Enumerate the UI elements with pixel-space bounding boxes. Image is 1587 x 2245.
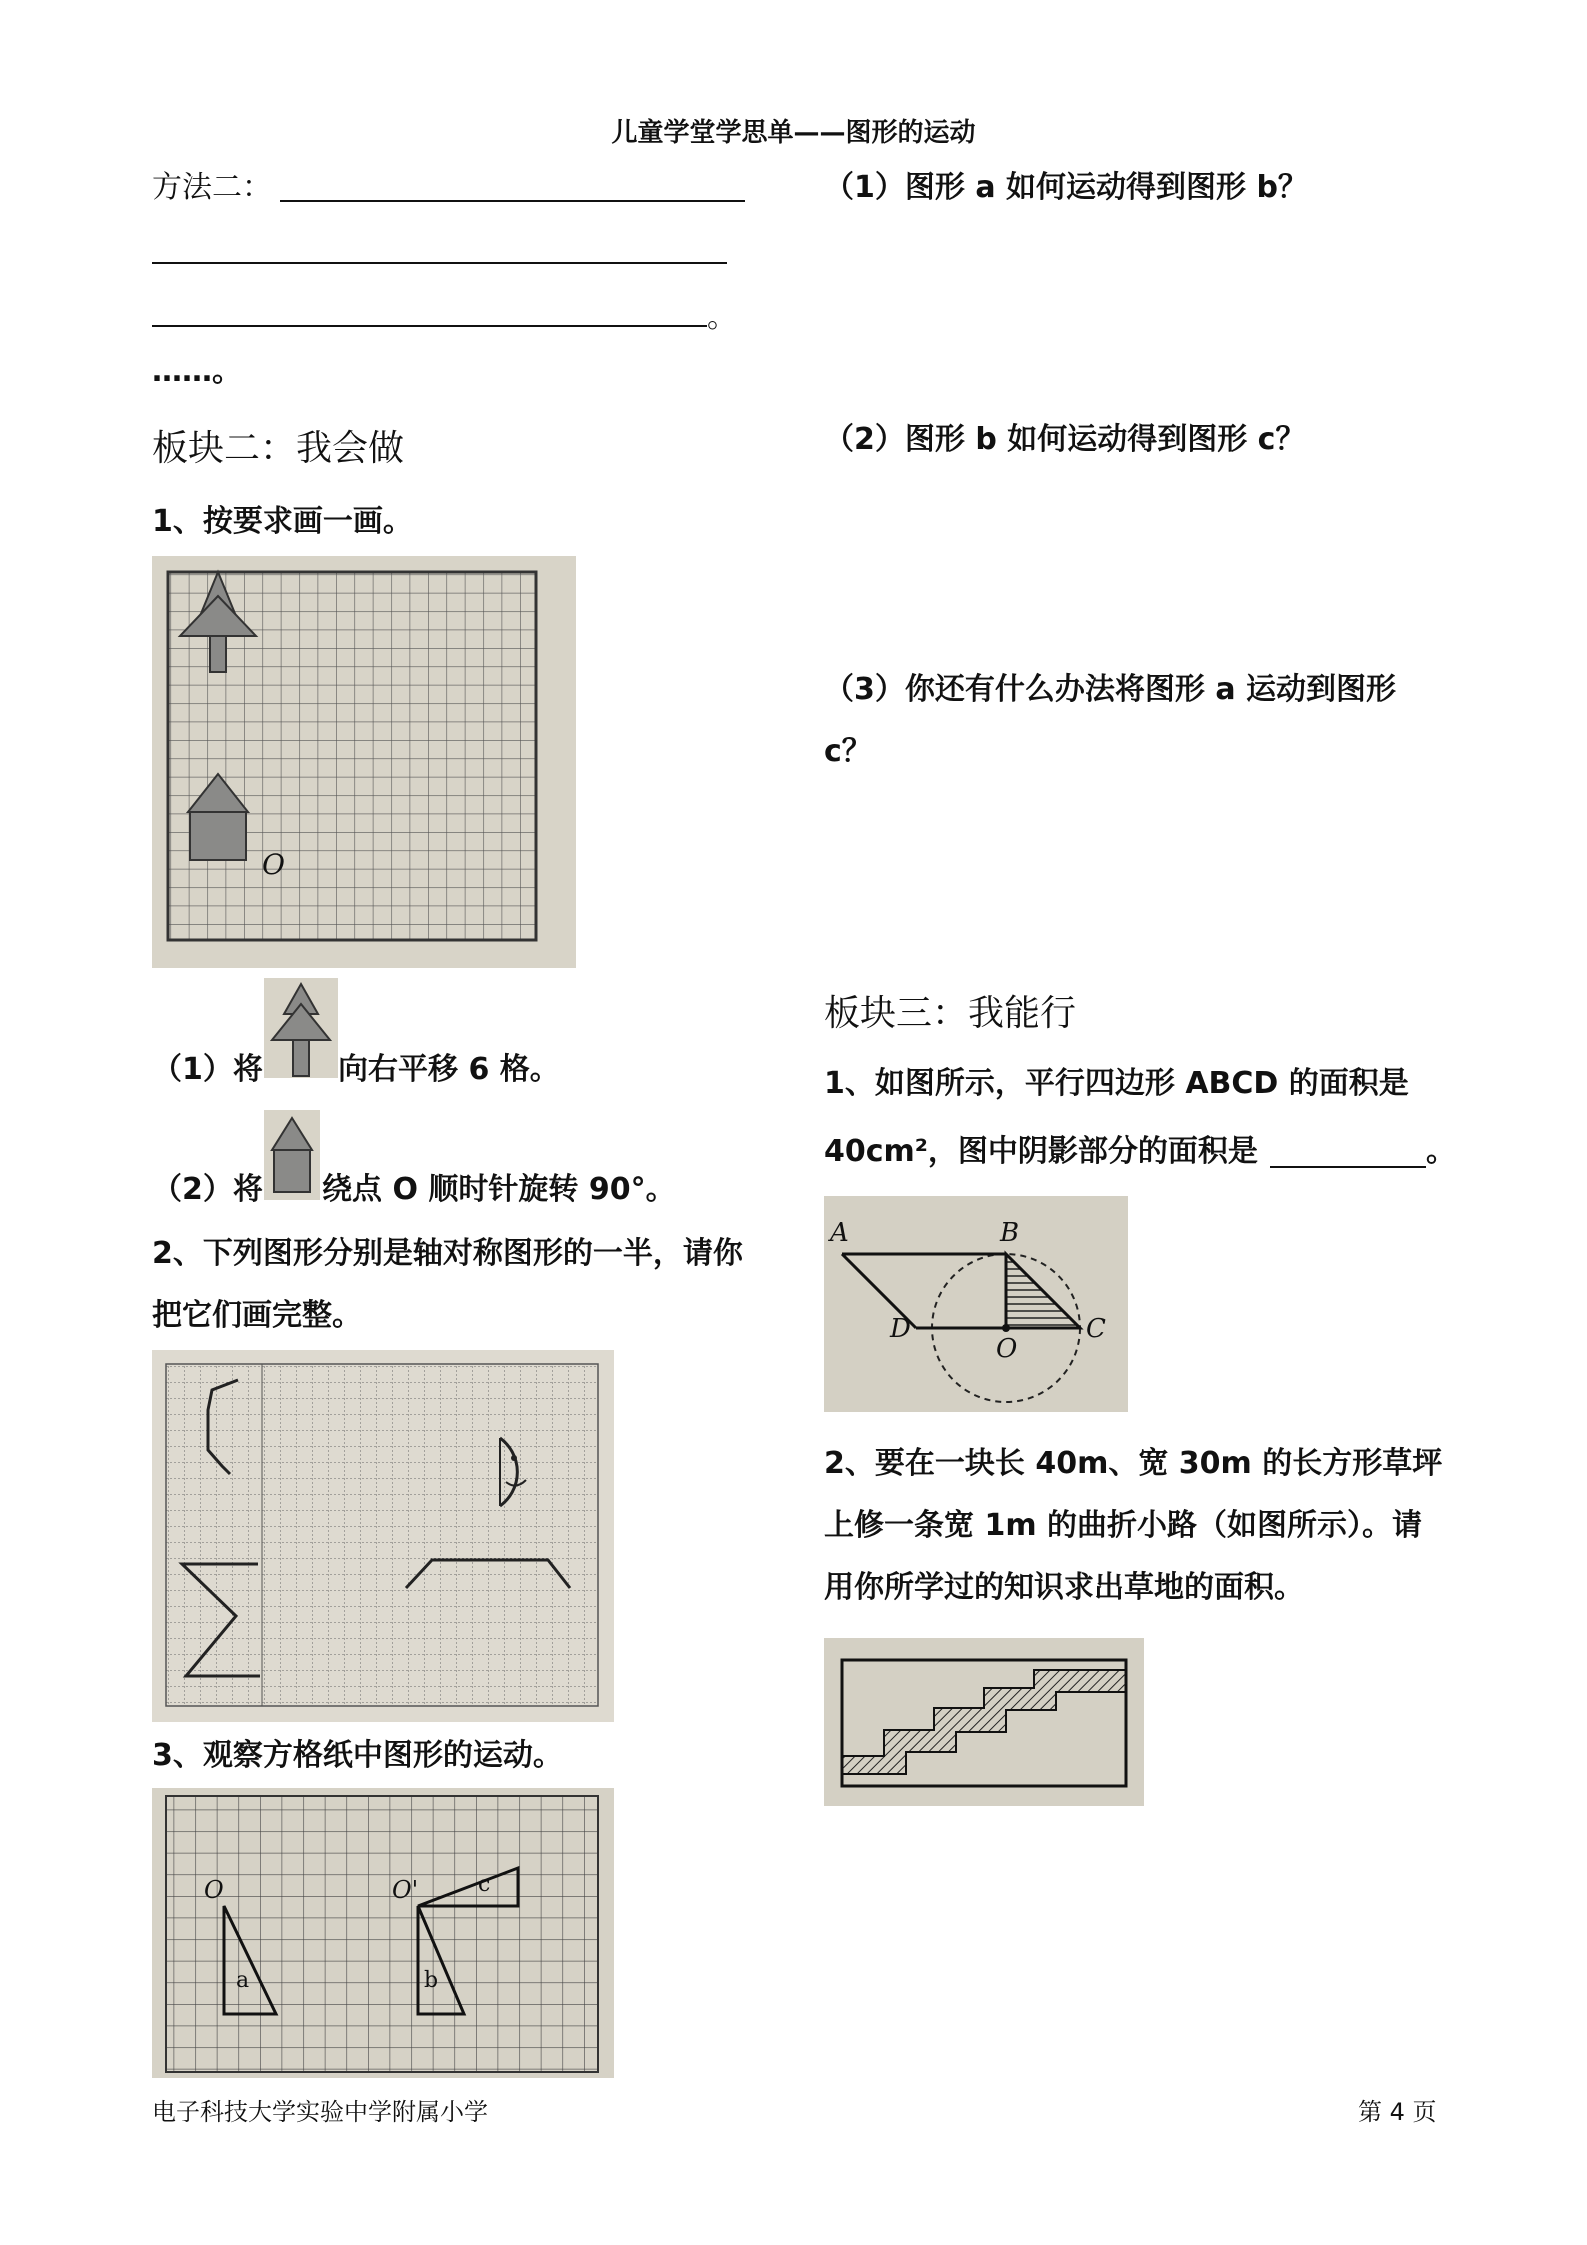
q3-text: 3、观察方格纸中图形的运动。 <box>152 1738 563 1773</box>
answer-period: 。 <box>707 300 737 335</box>
q1-sub2-suffix: 绕点 O 顺时针旋转 90°。 <box>322 1172 676 1207</box>
house-icon <box>264 1110 320 1200</box>
p2-line2: 上修一条宽 1m 的曲折小路（如图所示）。请 <box>824 1508 1423 1543</box>
answer-line-3 <box>152 325 707 327</box>
q1-grid-figure <box>152 556 576 968</box>
q3-label-a: a <box>236 1968 250 1993</box>
vertex-a-label: A <box>830 1218 849 1248</box>
ellipsis: ……。 <box>152 354 242 389</box>
footer-page-number: 第 4 页 <box>1358 2098 1437 2126</box>
p1-answer-line <box>1270 1166 1426 1168</box>
q3-sub2: （2）图形 b 如何运动得到图形 c？ <box>824 422 1306 457</box>
p2-line1: 2、要在一块长 40m、宽 30m 的长方形草坪 <box>824 1446 1443 1481</box>
section2-title: 板块二：我会做 <box>152 428 405 469</box>
q2-line1: 2、下列图形分别是轴对称图形的一半，请你 <box>152 1236 743 1271</box>
p2-line3: 用你所学过的知识求出草地的面积。 <box>824 1570 1304 1605</box>
q1-sub2-prefix: （2）将 <box>152 1172 263 1207</box>
p1-line2-prefix: 40cm²，图中阴影部分的面积是 <box>824 1134 1258 1169</box>
q1-sub1-prefix: （1）将 <box>152 1052 263 1087</box>
q3-label-c: c <box>478 1872 491 1897</box>
q3-label-o: O <box>204 1876 224 1904</box>
q2-line2: 把它们画完整。 <box>152 1298 362 1333</box>
p1-line2-suffix: 。 <box>1426 1134 1456 1169</box>
vertex-c-label: C <box>1086 1314 1106 1344</box>
vertex-b-label: B <box>1000 1218 1020 1248</box>
center-o-label: O <box>996 1334 1018 1364</box>
vertex-d-label: D <box>890 1314 911 1344</box>
footer-school: 电子科技大学实验中学附属小学 <box>152 2098 488 2126</box>
section3-title: 板块三：我能行 <box>824 993 1077 1034</box>
page-title: 儿童学堂学思单——图形的运动 <box>611 118 976 148</box>
q1-text: 1、按要求画一画。 <box>152 504 413 539</box>
q1-sub1-suffix: 向右平移 6 格。 <box>338 1052 560 1087</box>
q3-sub1: （1）图形 a 如何运动得到图形 b？ <box>824 170 1308 205</box>
q3-sub3-line1: （3）你还有什么办法将图形 a 运动到图形 <box>824 672 1397 707</box>
q3-label-b: b <box>424 1968 439 1993</box>
answer-line-1 <box>280 200 745 202</box>
point-o-label: O <box>262 848 285 881</box>
lawn-path-figure <box>824 1638 1144 1806</box>
p1-line1: 1、如图所示，平行四边形 ABCD 的面积是 <box>824 1066 1409 1101</box>
q3-label-o-prime: O' <box>392 1876 419 1904</box>
method2-label: 方法二： <box>152 170 272 205</box>
answer-line-2 <box>152 262 727 264</box>
q3-grid-figure <box>152 1788 614 2078</box>
q3-sub3-line2: c？ <box>824 734 872 769</box>
q2-grid-figure <box>152 1350 614 1722</box>
tree-icon <box>264 978 338 1078</box>
parallelogram-figure <box>824 1196 1128 1412</box>
